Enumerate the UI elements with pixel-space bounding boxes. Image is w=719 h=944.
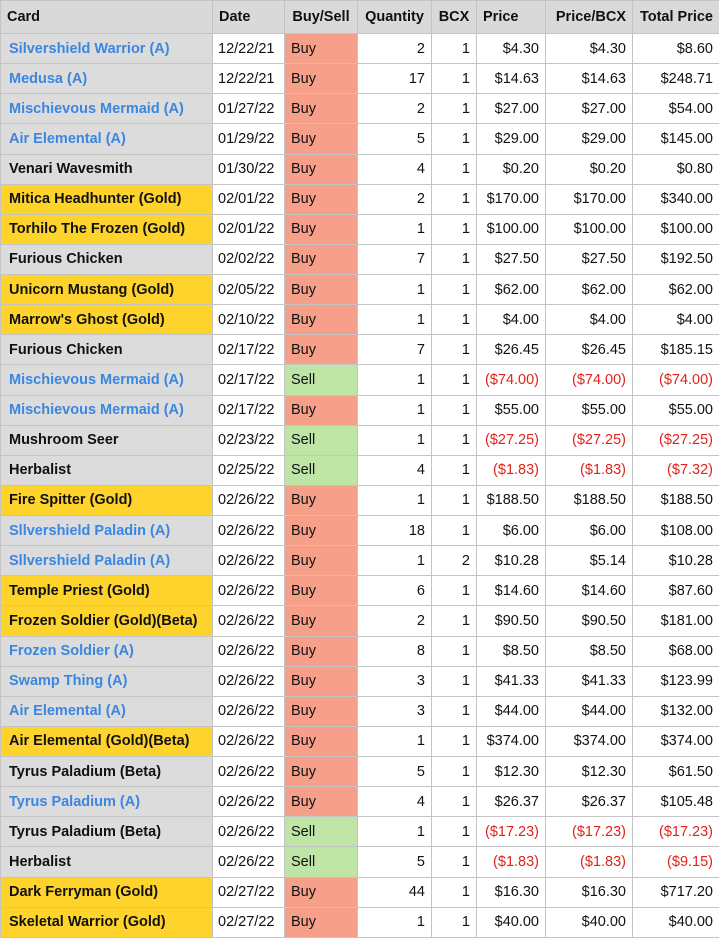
cell-total-price[interactable]: ($17.23) <box>633 817 719 847</box>
table-row <box>1 485 719 515</box>
table-row <box>1 726 719 756</box>
cell-bcx[interactable]: 2 <box>432 546 477 576</box>
cell-price-bcx[interactable]: $12.30 <box>546 757 633 787</box>
cell-quantity[interactable]: 7 <box>358 335 432 365</box>
cell-price[interactable]: $0.20 <box>477 154 546 184</box>
cell-buy-sell[interactable]: Buy <box>285 636 358 666</box>
cell-price-bcx[interactable]: $4.00 <box>546 305 633 335</box>
cell-buy-sell[interactable]: Buy <box>285 726 358 756</box>
table-row <box>1 847 719 877</box>
cell-quantity[interactable]: 1 <box>358 214 432 244</box>
cell-total-price[interactable]: ($27.25) <box>633 425 719 455</box>
cell-card[interactable]: Fire Spitter (Gold) <box>1 485 213 515</box>
cell-date[interactable]: 02/26/22 <box>213 485 285 515</box>
cell-price[interactable]: $26.45 <box>477 335 546 365</box>
cell-price-bcx[interactable]: $40.00 <box>546 907 633 937</box>
cell-buy-sell[interactable]: Buy <box>285 877 358 907</box>
cell-buy-sell[interactable]: Buy <box>285 757 358 787</box>
cell-date[interactable]: 02/26/22 <box>213 726 285 756</box>
cell-card[interactable]: Venari Wavesmith <box>1 154 213 184</box>
cell-total-price[interactable]: $188.50 <box>633 485 719 515</box>
table-row <box>1 787 719 817</box>
cell-total-price[interactable]: $40.00 <box>633 907 719 937</box>
table-row <box>1 425 719 455</box>
cell-card[interactable]: Torhilo The Frozen (Gold) <box>1 214 213 244</box>
cell-buy-sell[interactable]: Buy <box>285 606 358 636</box>
cell-bcx[interactable]: 1 <box>432 94 477 124</box>
cell-price[interactable]: $100.00 <box>477 214 546 244</box>
cell-buy-sell[interactable]: Buy <box>285 184 358 214</box>
cell-bcx[interactable]: 1 <box>432 636 477 666</box>
cell-price[interactable]: $41.33 <box>477 666 546 696</box>
cell-price-bcx[interactable]: $14.63 <box>546 64 633 94</box>
header-price-bcx[interactable]: Price/BCX <box>546 1 633 34</box>
cell-card[interactable]: Tyrus Paladium (A) <box>1 787 213 817</box>
cell-buy-sell[interactable]: Buy <box>285 154 358 184</box>
cell-quantity[interactable]: 2 <box>358 34 432 64</box>
cell-card[interactable]: Mischievous Mermaid (A) <box>1 94 213 124</box>
cell-date[interactable]: 02/27/22 <box>213 877 285 907</box>
header-price[interactable]: Price <box>477 1 546 34</box>
table-row <box>1 817 719 847</box>
cell-bcx[interactable]: 1 <box>432 485 477 515</box>
cell-card[interactable]: Tyrus Paladium (Beta) <box>1 757 213 787</box>
cell-price-bcx[interactable]: ($17.23) <box>546 817 633 847</box>
cell-date[interactable]: 02/26/22 <box>213 696 285 726</box>
cell-buy-sell[interactable]: Buy <box>285 335 358 365</box>
cell-price-bcx[interactable]: ($74.00) <box>546 365 633 395</box>
header-total-price[interactable]: Total Price <box>633 1 719 34</box>
cell-price[interactable]: $8.50 <box>477 636 546 666</box>
table-row <box>1 606 719 636</box>
cell-bcx[interactable]: 1 <box>432 817 477 847</box>
cell-date[interactable]: 02/23/22 <box>213 425 285 455</box>
cell-card[interactable]: Frozen Soldier (Gold)(Beta) <box>1 606 213 636</box>
cell-bcx[interactable]: 1 <box>432 877 477 907</box>
cell-quantity[interactable]: 7 <box>358 244 432 274</box>
cell-quantity[interactable]: 4 <box>358 787 432 817</box>
cell-price-bcx[interactable]: ($1.83) <box>546 847 633 877</box>
cell-date[interactable]: 02/27/22 <box>213 907 285 937</box>
cell-bcx[interactable]: 1 <box>432 184 477 214</box>
cell-buy-sell[interactable]: Sell <box>285 425 358 455</box>
cell-price[interactable]: ($17.23) <box>477 817 546 847</box>
cell-price-bcx[interactable]: $44.00 <box>546 696 633 726</box>
cell-price-bcx[interactable]: $170.00 <box>546 184 633 214</box>
cell-date[interactable]: 01/27/22 <box>213 94 285 124</box>
cell-quantity[interactable]: 1 <box>358 726 432 756</box>
cell-price-bcx[interactable]: $6.00 <box>546 516 633 546</box>
cell-price[interactable]: $10.28 <box>477 546 546 576</box>
cell-quantity[interactable]: 1 <box>358 365 432 395</box>
cell-date[interactable]: 02/26/22 <box>213 757 285 787</box>
cell-quantity[interactable]: 1 <box>358 485 432 515</box>
table-row <box>1 124 719 154</box>
cell-price-bcx[interactable]: $8.50 <box>546 636 633 666</box>
cell-total-price[interactable]: $105.48 <box>633 787 719 817</box>
table-row <box>1 666 719 696</box>
cell-quantity[interactable]: 17 <box>358 64 432 94</box>
table-row <box>1 34 719 64</box>
cell-buy-sell[interactable]: Buy <box>285 124 358 154</box>
cell-buy-sell[interactable]: Buy <box>285 787 358 817</box>
cell-price-bcx[interactable]: ($1.83) <box>546 455 633 485</box>
cell-quantity[interactable]: 2 <box>358 606 432 636</box>
cell-buy-sell[interactable]: Buy <box>285 34 358 64</box>
cell-price-bcx[interactable]: $90.50 <box>546 606 633 636</box>
cell-card[interactable]: Temple Priest (Gold) <box>1 576 213 606</box>
cell-card[interactable]: Dark Ferryman (Gold) <box>1 877 213 907</box>
cell-bcx[interactable]: 1 <box>432 576 477 606</box>
cell-card[interactable]: Medusa (A) <box>1 64 213 94</box>
cell-total-price[interactable]: ($74.00) <box>633 365 719 395</box>
cell-buy-sell[interactable]: Buy <box>285 214 358 244</box>
cell-total-price[interactable]: $340.00 <box>633 184 719 214</box>
cell-card[interactable]: Marrow's Ghost (Gold) <box>1 305 213 335</box>
cell-buy-sell[interactable]: Sell <box>285 455 358 485</box>
cell-quantity[interactable]: 3 <box>358 666 432 696</box>
cell-bcx[interactable]: 1 <box>432 787 477 817</box>
cell-bcx[interactable]: 1 <box>432 606 477 636</box>
table-row <box>1 184 719 214</box>
cell-quantity[interactable]: 6 <box>358 576 432 606</box>
cell-price[interactable]: $4.00 <box>477 305 546 335</box>
cell-price[interactable]: $4.30 <box>477 34 546 64</box>
cell-card[interactable]: Sllvershield Paladin (A) <box>1 546 213 576</box>
cell-date[interactable]: 02/26/22 <box>213 817 285 847</box>
header-row <box>1 1 719 34</box>
cell-quantity[interactable]: 1 <box>358 395 432 425</box>
cell-bcx[interactable]: 1 <box>432 335 477 365</box>
cell-price-bcx[interactable]: $5.14 <box>546 546 633 576</box>
cell-total-price[interactable]: $108.00 <box>633 516 719 546</box>
cell-bcx[interactable]: 1 <box>432 455 477 485</box>
cell-date[interactable]: 01/30/22 <box>213 154 285 184</box>
cell-buy-sell[interactable]: Buy <box>285 696 358 726</box>
cell-bcx[interactable]: 1 <box>432 666 477 696</box>
cell-price[interactable]: $170.00 <box>477 184 546 214</box>
table-row <box>1 365 719 395</box>
cell-quantity[interactable]: 2 <box>358 94 432 124</box>
cell-buy-sell[interactable]: Buy <box>285 485 358 515</box>
cell-price[interactable]: $14.63 <box>477 64 546 94</box>
cell-quantity[interactable]: 3 <box>358 696 432 726</box>
cell-date[interactable]: 02/26/22 <box>213 666 285 696</box>
cell-card[interactable]: Tyrus Paladium (Beta) <box>1 817 213 847</box>
cell-price[interactable]: $6.00 <box>477 516 546 546</box>
cell-quantity[interactable]: 1 <box>358 817 432 847</box>
cell-total-price[interactable]: $192.50 <box>633 244 719 274</box>
cell-total-price[interactable]: $87.60 <box>633 576 719 606</box>
cell-buy-sell[interactable]: Buy <box>285 546 358 576</box>
cell-bcx[interactable]: 1 <box>432 124 477 154</box>
cell-bcx[interactable]: 1 <box>432 395 477 425</box>
cell-total-price[interactable]: $185.15 <box>633 335 719 365</box>
cell-bcx[interactable]: 1 <box>432 365 477 395</box>
cell-quantity[interactable]: 44 <box>358 877 432 907</box>
cell-bcx[interactable]: 1 <box>432 847 477 877</box>
cell-total-price[interactable]: $61.50 <box>633 757 719 787</box>
cell-price[interactable]: $374.00 <box>477 726 546 756</box>
cell-price-bcx[interactable]: $27.00 <box>546 94 633 124</box>
cell-card[interactable]: Furious Chicken <box>1 244 213 274</box>
cell-bcx[interactable]: 1 <box>432 757 477 787</box>
cell-price-bcx[interactable]: $0.20 <box>546 154 633 184</box>
cell-price[interactable]: $14.60 <box>477 576 546 606</box>
cell-total-price[interactable]: ($9.15) <box>633 847 719 877</box>
cell-quantity[interactable]: 4 <box>358 455 432 485</box>
cell-price-bcx[interactable]: $41.33 <box>546 666 633 696</box>
cell-price-bcx[interactable]: $26.37 <box>546 787 633 817</box>
cell-quantity[interactable]: 8 <box>358 636 432 666</box>
cell-card[interactable]: Mischievous Mermaid (A) <box>1 395 213 425</box>
cell-card[interactable]: Herbalist <box>1 847 213 877</box>
cell-quantity[interactable]: 5 <box>358 847 432 877</box>
cell-date[interactable]: 02/01/22 <box>213 214 285 244</box>
cell-quantity[interactable]: 5 <box>358 124 432 154</box>
cell-buy-sell[interactable]: Buy <box>285 244 358 274</box>
table-body <box>1 34 719 938</box>
cell-date[interactable]: 12/22/21 <box>213 64 285 94</box>
cell-price-bcx[interactable]: $27.50 <box>546 244 633 274</box>
cell-total-price[interactable]: $8.60 <box>633 34 719 64</box>
cell-bcx[interactable]: 1 <box>432 154 477 184</box>
cell-price[interactable]: $12.30 <box>477 757 546 787</box>
cell-total-price[interactable]: $248.71 <box>633 64 719 94</box>
cell-buy-sell[interactable]: Sell <box>285 847 358 877</box>
cell-total-price[interactable]: $4.00 <box>633 305 719 335</box>
cell-card[interactable]: Herbalist <box>1 455 213 485</box>
cell-price-bcx[interactable]: $62.00 <box>546 275 633 305</box>
cell-price-bcx[interactable]: $100.00 <box>546 214 633 244</box>
table-row <box>1 305 719 335</box>
cell-total-price[interactable]: $0.80 <box>633 154 719 184</box>
table-row <box>1 395 719 425</box>
cell-bcx[interactable]: 1 <box>432 726 477 756</box>
cell-total-price[interactable]: $717.20 <box>633 877 719 907</box>
table-row <box>1 576 719 606</box>
header-buysell[interactable]: Buy/Sell <box>285 1 358 34</box>
cell-total-price[interactable]: $123.99 <box>633 666 719 696</box>
cell-quantity[interactable]: 5 <box>358 757 432 787</box>
cell-bcx[interactable]: 1 <box>432 516 477 546</box>
cell-buy-sell[interactable]: Buy <box>285 64 358 94</box>
header-card[interactable]: Card <box>1 1 213 34</box>
cell-bcx[interactable]: 1 <box>432 305 477 335</box>
cell-buy-sell[interactable]: Buy <box>285 275 358 305</box>
cell-date[interactable]: 12/22/21 <box>213 34 285 64</box>
cell-date[interactable]: 02/26/22 <box>213 546 285 576</box>
table-row <box>1 455 719 485</box>
cell-price-bcx[interactable]: $16.30 <box>546 877 633 907</box>
table-row <box>1 516 719 546</box>
table-row <box>1 907 719 937</box>
cell-buy-sell[interactable]: Buy <box>285 395 358 425</box>
cell-total-price[interactable]: $68.00 <box>633 636 719 666</box>
cell-card[interactable]: Skeletal Warrior (Gold) <box>1 907 213 937</box>
cell-buy-sell[interactable]: Buy <box>285 516 358 546</box>
header-bcx[interactable]: BCX <box>432 1 477 34</box>
cell-card[interactable]: Frozen Soldier (A) <box>1 636 213 666</box>
cell-total-price[interactable]: $100.00 <box>633 214 719 244</box>
cell-date[interactable]: 02/02/22 <box>213 244 285 274</box>
cell-card[interactable]: Air Elemental (Gold)(Beta) <box>1 726 213 756</box>
cell-price[interactable]: ($27.25) <box>477 425 546 455</box>
cell-price-bcx[interactable]: ($27.25) <box>546 425 633 455</box>
cell-total-price[interactable]: $55.00 <box>633 395 719 425</box>
cell-card[interactable]: Mushroom Seer <box>1 425 213 455</box>
cell-price[interactable]: $26.37 <box>477 787 546 817</box>
cell-price-bcx[interactable]: $29.00 <box>546 124 633 154</box>
cell-date[interactable]: 02/26/22 <box>213 847 285 877</box>
cell-price[interactable]: ($74.00) <box>477 365 546 395</box>
cell-card[interactable]: Furious Chicken <box>1 335 213 365</box>
cell-price-bcx[interactable]: $4.30 <box>546 34 633 64</box>
table-row <box>1 546 719 576</box>
cell-date[interactable]: 02/05/22 <box>213 275 285 305</box>
cell-buy-sell[interactable]: Buy <box>285 666 358 696</box>
cell-card[interactable]: Unicorn Mustang (Gold) <box>1 275 213 305</box>
cell-price-bcx[interactable]: $26.45 <box>546 335 633 365</box>
cell-quantity[interactable]: 4 <box>358 154 432 184</box>
cell-price-bcx[interactable]: $374.00 <box>546 726 633 756</box>
table-row <box>1 275 719 305</box>
cell-date[interactable]: 02/17/22 <box>213 395 285 425</box>
cell-buy-sell[interactable]: Buy <box>285 94 358 124</box>
cell-date[interactable]: 02/26/22 <box>213 576 285 606</box>
cell-total-price[interactable]: $62.00 <box>633 275 719 305</box>
cell-total-price[interactable]: $10.28 <box>633 546 719 576</box>
cell-buy-sell[interactable]: Buy <box>285 305 358 335</box>
cell-card[interactable]: Sllvershield Paladin (A) <box>1 516 213 546</box>
cell-date[interactable]: 02/01/22 <box>213 184 285 214</box>
cell-buy-sell[interactable]: Sell <box>285 817 358 847</box>
cell-bcx[interactable]: 1 <box>432 696 477 726</box>
cell-bcx[interactable]: 1 <box>432 214 477 244</box>
cell-price[interactable]: $27.00 <box>477 94 546 124</box>
cell-bcx[interactable]: 1 <box>432 275 477 305</box>
cell-total-price[interactable]: $132.00 <box>633 696 719 726</box>
cell-bcx[interactable]: 1 <box>432 34 477 64</box>
cell-price[interactable]: $29.00 <box>477 124 546 154</box>
cell-total-price[interactable]: ($7.32) <box>633 455 719 485</box>
header-date[interactable]: Date <box>213 1 285 34</box>
table-row <box>1 154 719 184</box>
cell-price-bcx[interactable]: $188.50 <box>546 485 633 515</box>
cell-price-bcx[interactable]: $55.00 <box>546 395 633 425</box>
cell-quantity[interactable]: 18 <box>358 516 432 546</box>
cell-price[interactable]: ($1.83) <box>477 847 546 877</box>
cell-quantity[interactable]: 2 <box>358 184 432 214</box>
cell-bcx[interactable]: 1 <box>432 907 477 937</box>
cell-price[interactable]: ($1.83) <box>477 455 546 485</box>
cell-price[interactable]: $44.00 <box>477 696 546 726</box>
table-row <box>1 877 719 907</box>
cell-date[interactable]: 02/10/22 <box>213 305 285 335</box>
cell-date[interactable]: 02/26/22 <box>213 606 285 636</box>
cell-date[interactable]: 02/17/22 <box>213 335 285 365</box>
cell-price[interactable]: $16.30 <box>477 877 546 907</box>
cell-price[interactable]: $40.00 <box>477 907 546 937</box>
cell-card[interactable]: Air Elemental (A) <box>1 124 213 154</box>
cell-total-price[interactable]: $181.00 <box>633 606 719 636</box>
cell-card[interactable]: Air Elemental (A) <box>1 696 213 726</box>
table-row <box>1 94 719 124</box>
cell-card[interactable]: Mischievous Mermaid (A) <box>1 365 213 395</box>
table-row <box>1 64 719 94</box>
cell-price[interactable]: $188.50 <box>477 485 546 515</box>
cell-price[interactable]: $55.00 <box>477 395 546 425</box>
table-row <box>1 335 719 365</box>
header-quantity[interactable]: Quantity <box>358 1 432 34</box>
cell-price[interactable]: $90.50 <box>477 606 546 636</box>
cell-date[interactable]: 02/26/22 <box>213 516 285 546</box>
cell-bcx[interactable]: 1 <box>432 244 477 274</box>
cell-date[interactable]: 02/25/22 <box>213 455 285 485</box>
cell-date[interactable]: 02/26/22 <box>213 787 285 817</box>
cell-card[interactable]: Mitica Headhunter (Gold) <box>1 184 213 214</box>
table-row <box>1 757 719 787</box>
cell-quantity[interactable]: 1 <box>358 305 432 335</box>
cell-total-price[interactable]: $145.00 <box>633 124 719 154</box>
cell-date[interactable]: 02/26/22 <box>213 636 285 666</box>
cell-bcx[interactable]: 1 <box>432 64 477 94</box>
cell-bcx[interactable]: 1 <box>432 425 477 455</box>
cell-buy-sell[interactable]: Sell <box>285 365 358 395</box>
cell-quantity[interactable]: 1 <box>358 425 432 455</box>
table-row <box>1 636 719 666</box>
cell-price[interactable]: $27.50 <box>477 244 546 274</box>
table-row <box>1 696 719 726</box>
cell-quantity[interactable]: 1 <box>358 546 432 576</box>
cell-card[interactable]: Silvershield Warrior (A) <box>1 34 213 64</box>
cell-price-bcx[interactable]: $14.60 <box>546 576 633 606</box>
cell-card[interactable]: Swamp Thing (A) <box>1 666 213 696</box>
cell-price[interactable]: $62.00 <box>477 275 546 305</box>
cell-date[interactable]: 01/29/22 <box>213 124 285 154</box>
cell-buy-sell[interactable]: Buy <box>285 576 358 606</box>
cell-buy-sell[interactable]: Buy <box>285 907 358 937</box>
table-row <box>1 244 719 274</box>
cell-quantity[interactable]: 1 <box>358 907 432 937</box>
cell-quantity[interactable]: 1 <box>358 275 432 305</box>
cell-date[interactable]: 02/17/22 <box>213 365 285 395</box>
cell-total-price[interactable]: $374.00 <box>633 726 719 756</box>
cell-total-price[interactable]: $54.00 <box>633 94 719 124</box>
table-row <box>1 214 719 244</box>
